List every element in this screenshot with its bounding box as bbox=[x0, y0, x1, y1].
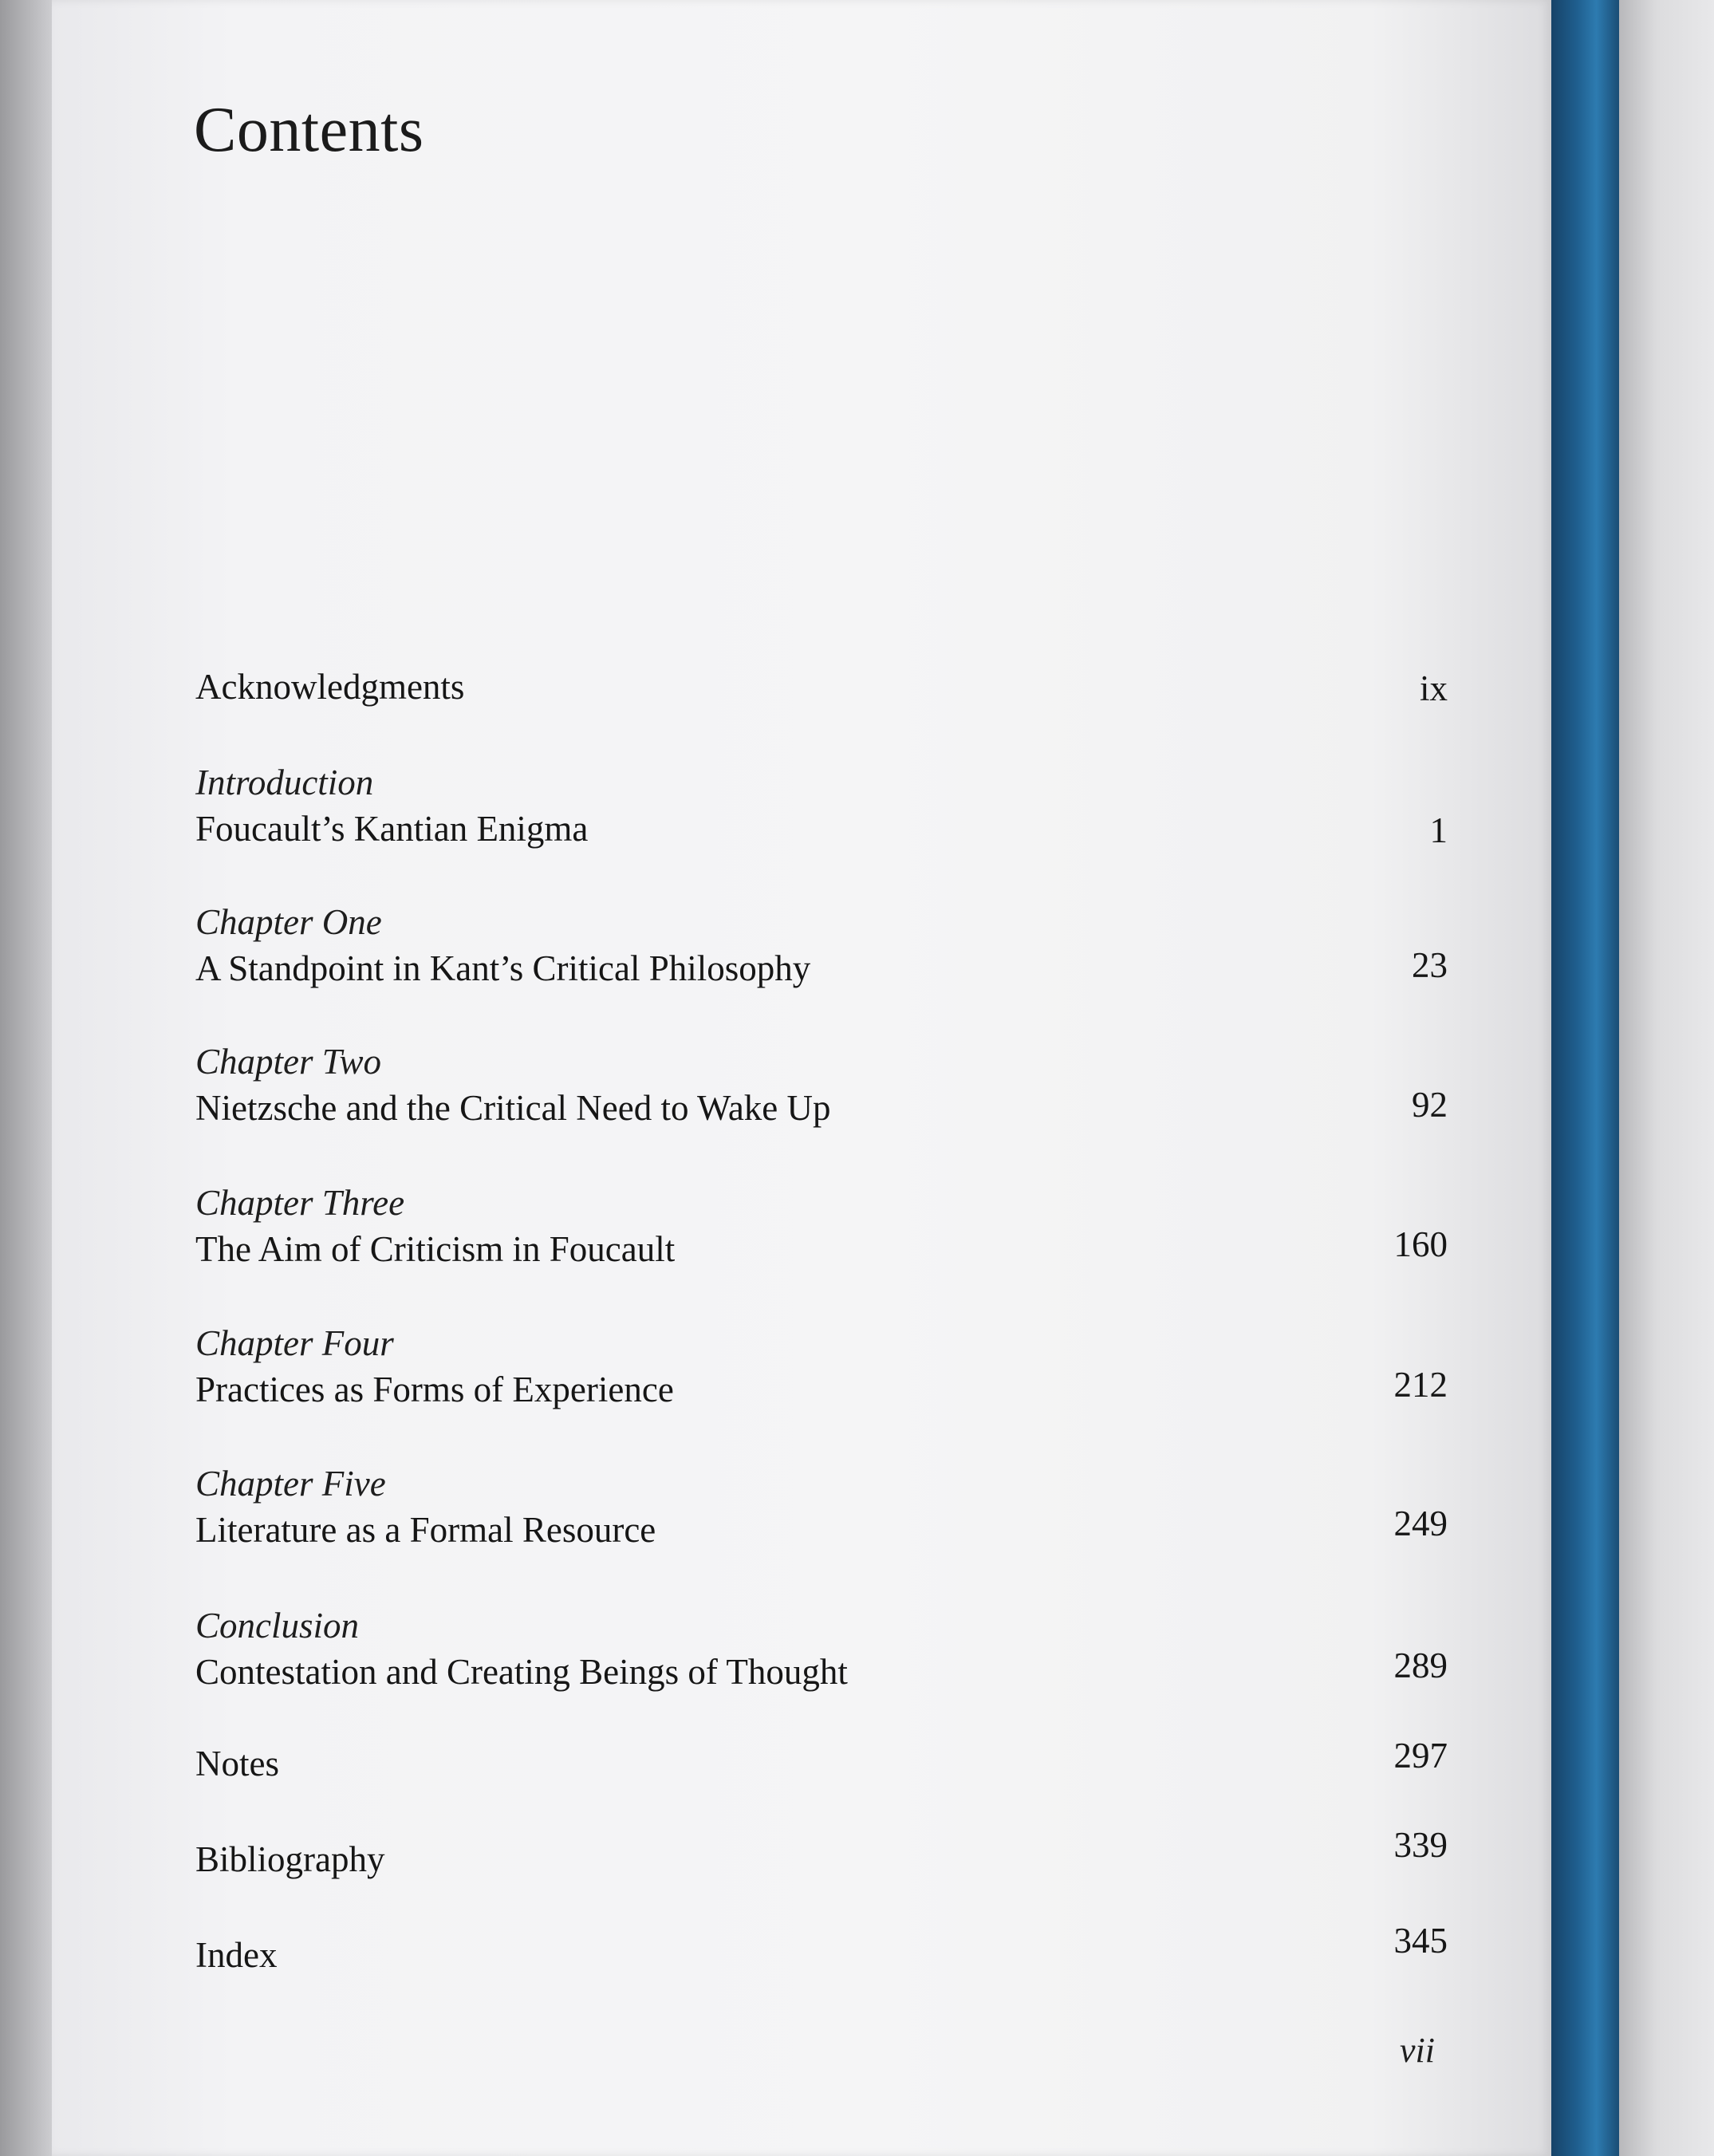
page-number: 249 bbox=[1393, 1504, 1448, 1543]
chapter-label: Chapter Four bbox=[195, 1323, 394, 1363]
page-number: 23 bbox=[1412, 945, 1448, 985]
entry-title: Nietzsche and the Critical Need to Wake Up bbox=[195, 1088, 831, 1128]
page-folio: vii bbox=[1400, 2031, 1435, 2070]
page-title: Contents bbox=[194, 95, 424, 165]
page-number: 297 bbox=[1393, 1736, 1448, 1776]
chapter-label: Conclusion bbox=[195, 1606, 360, 1646]
page-number: ix bbox=[1419, 668, 1448, 708]
chapter-label: Chapter Two bbox=[195, 1042, 381, 1082]
page-number: 212 bbox=[1393, 1365, 1448, 1405]
page-number: 1 bbox=[1429, 810, 1448, 850]
entry-title: Practices as Forms of Experience bbox=[195, 1370, 674, 1409]
entry-title: A Standpoint in Kant’s Critical Philosophy bbox=[195, 948, 811, 988]
chapter-label: Chapter Three bbox=[195, 1183, 405, 1223]
table-of-contents bbox=[195, 0, 1448, 2156]
background-surface bbox=[1619, 0, 1714, 2156]
entry-title: Foucault’s Kantian Enigma bbox=[195, 809, 589, 849]
left-page-edge bbox=[0, 0, 60, 2156]
book-page bbox=[52, 0, 1551, 2156]
page-number: 289 bbox=[1393, 1646, 1448, 1685]
entry-title: Contestation and Creating Beings of Thought bbox=[195, 1652, 848, 1692]
page-number: 345 bbox=[1393, 1921, 1448, 1961]
book-cover-edge bbox=[1543, 0, 1619, 2156]
chapter-label: Chapter Five bbox=[195, 1464, 386, 1504]
entry-title: Index bbox=[195, 1935, 278, 1975]
entry-title: Bibliography bbox=[195, 1839, 385, 1879]
page-number: 92 bbox=[1412, 1085, 1448, 1125]
page-number: 160 bbox=[1393, 1224, 1448, 1264]
entry-title: The Aim of Criticism in Foucault bbox=[195, 1229, 676, 1269]
chapter-label: Introduction bbox=[195, 763, 374, 802]
entry-title: Notes bbox=[195, 1744, 279, 1784]
page-number: 339 bbox=[1393, 1825, 1448, 1865]
entry-title: Literature as a Formal Resource bbox=[195, 1510, 656, 1550]
entry-title: Acknowledgments bbox=[195, 667, 465, 707]
chapter-label: Chapter One bbox=[195, 902, 382, 942]
